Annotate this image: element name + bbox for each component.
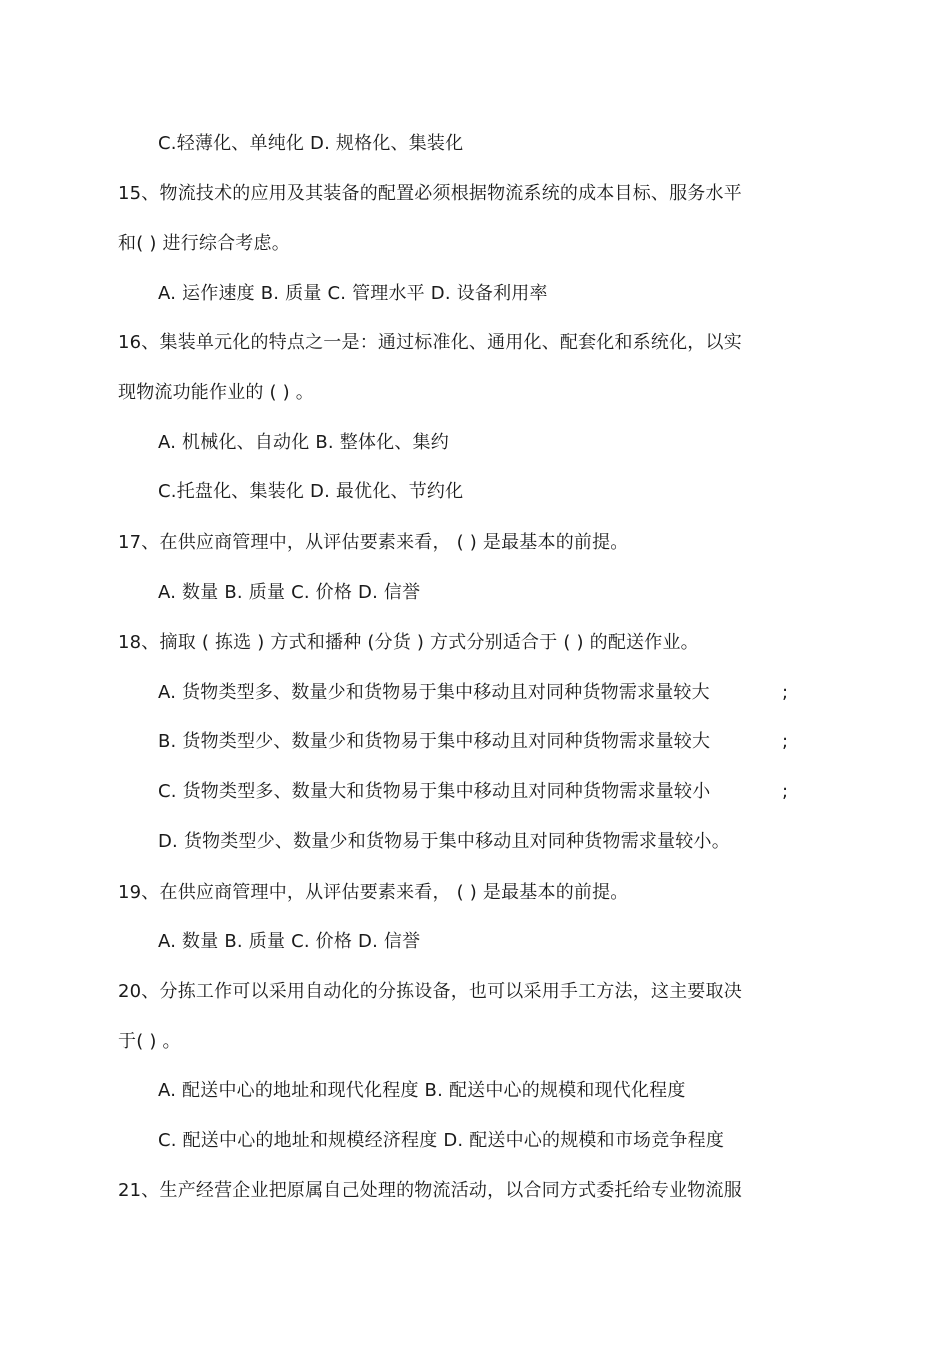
q18-option-b-semicolon: ; bbox=[782, 731, 789, 752]
q17-stem: 17、在供应商管理中，从评估要素来看， ( ) 是最基本的前提。 bbox=[118, 532, 629, 553]
q18-stem: 18、摘取 ( 拣选 ) 方式和播种 (分货 ) 方式分别适合于 ( ) 的配送作业。 bbox=[118, 632, 699, 653]
q20-stem-line2: 于( ) 。 bbox=[118, 1031, 181, 1052]
q15-stem-line1: 15、物流技术的应用及其装备的配置必须根据物流系统的成本目标、服务水平 bbox=[118, 183, 742, 204]
q18-option-d: D. 货物类型少、数量少和货物易于集中移动且对同种货物需求量较小。 bbox=[158, 831, 730, 852]
q17-options: A. 数量 B. 质量 C. 价格 D. 信誉 bbox=[158, 582, 421, 603]
q16-stem-line1: 16、集装单元化的特点之一是：通过标准化、通用化、配套化和系统化，以实 bbox=[118, 332, 742, 353]
q18-option-a-semicolon: ; bbox=[782, 682, 789, 703]
q19-stem: 19、在供应商管理中，从评估要素来看， ( ) 是最基本的前提。 bbox=[118, 882, 629, 903]
q18-option-c-semicolon: ; bbox=[782, 781, 789, 802]
q15-stem-line2: 和( ) 进行综合考虑。 bbox=[118, 233, 290, 254]
q20-stem-line1: 20、分拣工作可以采用自动化的分拣设备，也可以采用手工方法，这主要取决 bbox=[118, 981, 742, 1002]
q16-stem-line2: 现物流功能作业的 ( ) 。 bbox=[118, 382, 315, 403]
q19-options: A. 数量 B. 质量 C. 价格 D. 信誉 bbox=[158, 931, 421, 952]
q16-options-cd: C.托盘化、集装化 D. 最优化、节约化 bbox=[158, 481, 464, 502]
q20-options-ab: A. 配送中心的地址和现代化程度 B. 配送中心的规模和现代化程度 bbox=[158, 1080, 686, 1101]
q18-option-c: C. 货物类型多、数量大和货物易于集中移动且对同种货物需求量较小 bbox=[158, 781, 711, 802]
q18-option-b: B. 货物类型少、数量少和货物易于集中移动且对同种货物需求量较大 bbox=[158, 731, 711, 752]
q21-stem-line1: 21、生产经营企业把原属自己处理的物流活动，以合同方式委托给专业物流服 bbox=[118, 1180, 742, 1201]
q20-options-cd: C. 配送中心的地址和规模经济程度 D. 配送中心的规模和市场竞争程度 bbox=[158, 1130, 725, 1151]
q14-options-cd: C.轻薄化、单纯化 D. 规格化、集装化 bbox=[158, 133, 464, 154]
q15-options: A. 运作速度 B. 质量 C. 管理水平 D. 设备利用率 bbox=[158, 283, 548, 304]
q16-options-ab: A. 机械化、自动化 B. 整体化、集约 bbox=[158, 432, 449, 453]
q18-option-a: A. 货物类型多、数量少和货物易于集中移动且对同种货物需求量较大 bbox=[158, 682, 710, 703]
